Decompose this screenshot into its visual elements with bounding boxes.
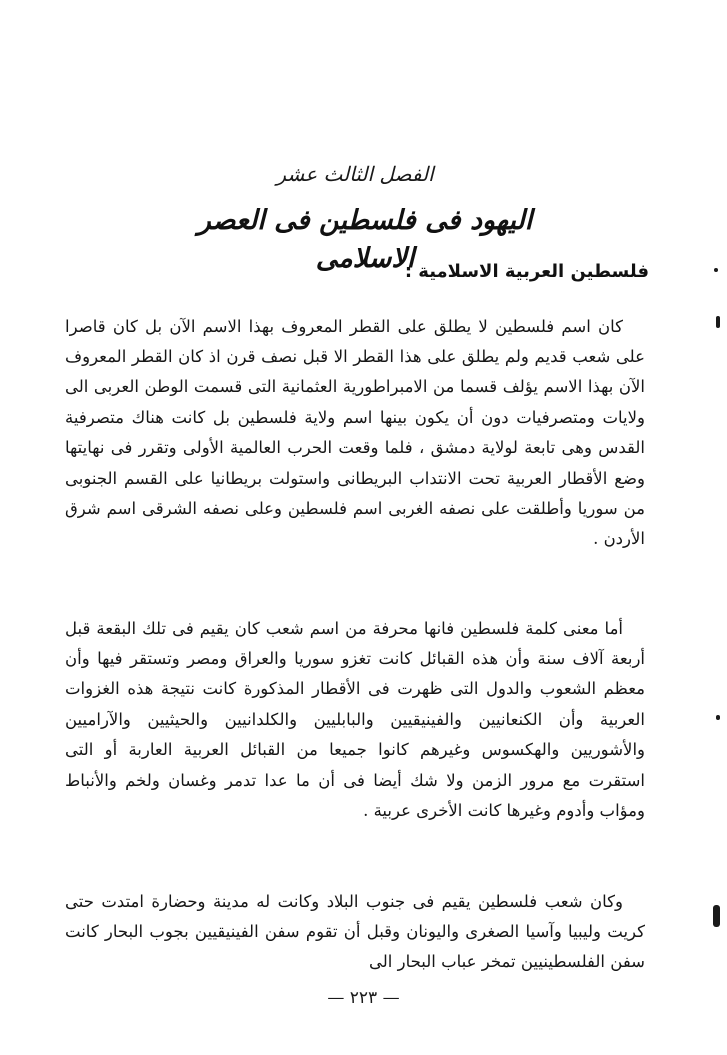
chapter-label: الفصل الثالث عشر [276, 162, 434, 186]
paragraph: وكان شعب فلسطين يقيم فى جنوب البلاد وكانت له مدينة وحضارة امتدت حتى كريت وليبيا وآسيا الصغرى واليونان وقبل أن تقوم سفن الفينيقيين بجوب البحار كانت سفن الفلسطينيين تمخر عباب البحار الى [65, 891, 645, 972]
page-number: — ٢٢٣ — [327, 988, 400, 1008]
section-heading: فلسطين العربية الاسلامية : [404, 261, 649, 282]
margin-dot [713, 905, 720, 927]
chapter-title: اليهود فى فلسطين فى العصر الاسلامى [197, 205, 533, 274]
margin-dot [716, 715, 720, 720]
paragraph: أما معنى كلمة فلسطين فانها محرفة من اسم شعب كان يقيم فى تلك البقعة قبل أربعة آلاف سنة وأن هذه القبائل كانت تغزو سوريا والعراق ومصر وتستقر فيها وأن معظم الشعوب والدول التى ظهرت فى الأقطار المذكورة كانت نتيجة هذه الغزوات العربية وأن الكنعانيين والفينيقيين والبابليين والكلدانيين والحيثيين والآراميين والأشوريين والهكسوس وغيرهم كانوا جميعا من القبائل العربية العاربة أو التى استقرت مع مرور الزمن ولا شك أيضا فى أن ما عدا تدمر وغسان ولخم والأنباط ومؤاب وأدوم وغيرها كانت الأخرى عربية . [65, 618, 645, 820]
margin-dot [714, 268, 718, 272]
paragraph: كان اسم فلسطين لا يطلق على القطر المعروف بهذا الاسم الآن بل كان قاصرا على شعب قديم ولم يطلق على هذا القطر الا قبل نصف قرن اذ كان القطر المعروف الآن بهذا الاسم يؤلف قسما من الامبراطورية العثمانية التى قسمت الوطن العربى الى ولايات ومتصرفيات دون أن يكون بينها اسم ولاية فلسطين بل كانت هناك متصرفية القدس وهى تابعة لولاية دمشق ، فلما وقعت الحرب العالمية الأولى وتقرر فى نهايتها وضع الأقطار العربية تحت الانتداب البريطانى واستولت بريطانيا على القسم الجنوبى من سوريا وأطلقت على نصفه الغربى اسم فلسطين وعلى نصفه الشرقى اسم شرق الأردن . [65, 316, 645, 549]
margin-dot [716, 316, 720, 328]
